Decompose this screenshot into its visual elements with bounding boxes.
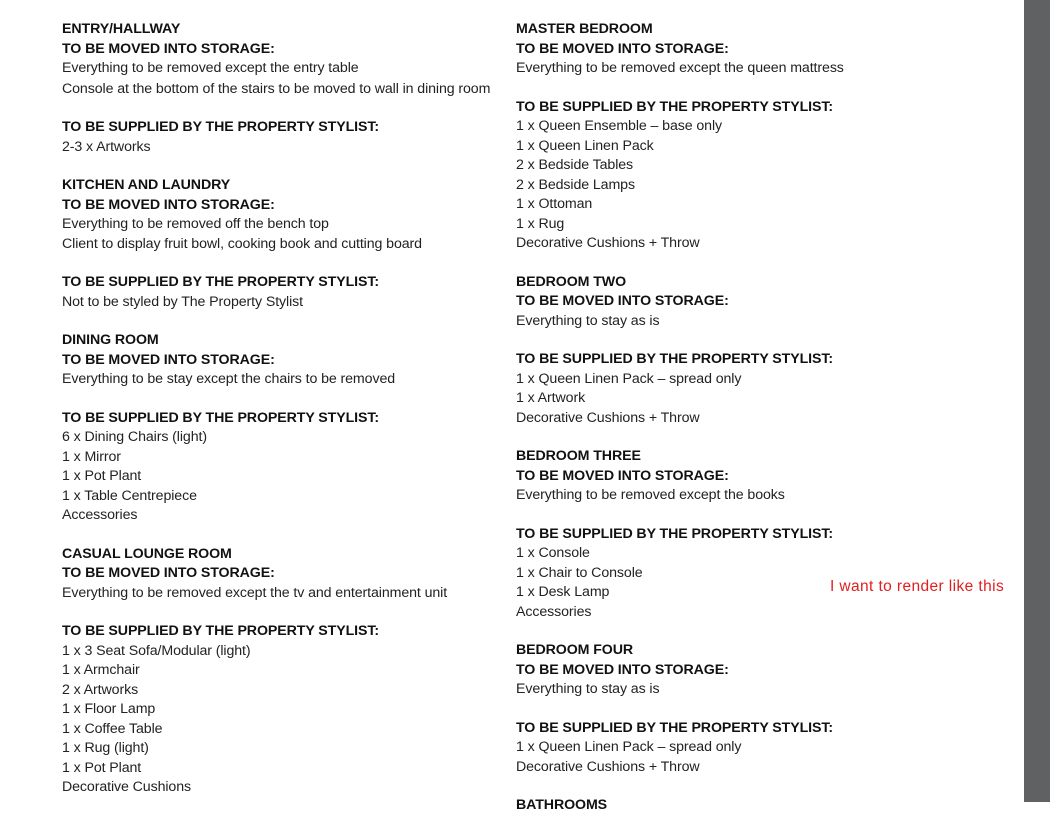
section-entry-hallway: [62, 20, 492, 157]
storage-heading: TO BE MOVED INTO STORAGE:: [62, 40, 275, 57]
section-title: KITCHEN AND LAUNDRY: [62, 177, 231, 193]
section-title: DINING ROOM: [62, 332, 159, 348]
section-title: BEDROOM TWO: [516, 273, 627, 290]
stylist-heading: TO BE SUPPLIED BY THE PROPERTY STYLIST:: [516, 719, 833, 736]
list-item: 1 x Ottoman: [516, 196, 593, 212]
list-item: Everything to be removed except the books: [516, 487, 785, 503]
list-item: 1 x Rug (light): [62, 740, 149, 756]
list-item: 2-3 x Artworks: [62, 138, 151, 155]
list-item: 1 x Queen Ensemble – base only: [516, 118, 723, 134]
list-item: 2 x Artworks: [62, 681, 139, 698]
section-master-bedroom: [516, 20, 856, 254]
section-bedroom-three: [516, 447, 856, 622]
render-note: I want to render like this: [830, 578, 1005, 595]
storage-heading: TO BE MOVED INTO STORAGE:: [62, 351, 275, 368]
section-title: BATHROOMS: [516, 797, 608, 813]
storage-heading: TO BE MOVED INTO STORAGE:: [62, 565, 275, 581]
list-item: Everything to be removed except the entry table: [62, 60, 359, 76]
list-item: 1 x Rug: [516, 215, 565, 232]
section-bathrooms: [516, 796, 856, 816]
list-item: 1 x Artwork: [516, 390, 586, 406]
list-item: 1 x Table Centrepiece: [62, 487, 197, 504]
list-item: 1 x Pot Plant: [62, 468, 142, 484]
section-title: MASTER BEDROOM: [516, 21, 653, 37]
list-item: 1 x 3 Seat Sofa/Modular (light): [62, 642, 251, 659]
list-item: 1 x Chair to Console: [516, 564, 643, 581]
section-title: ENTRY/HALLWAY: [62, 21, 181, 37]
stylist-heading: TO BE SUPPLIED BY THE PROPERTY STYLIST:: [62, 274, 379, 290]
viewer-side-panel: [1024, 0, 1050, 802]
storage-heading: TO BE MOVED INTO STORAGE:: [516, 40, 729, 57]
list-item: 1 x Coffee Table: [62, 720, 163, 737]
list-item: Everything to be stay except the chairs to be removed: [62, 371, 396, 387]
list-item: Console at the bottom of the stairs to be moved to wall in dining room: [62, 80, 491, 97]
list-item: 1 x Armchair: [62, 662, 140, 678]
list-item: 2 x Bedside Lamps: [516, 176, 635, 193]
list-item: 1 x Desk Lamp: [516, 584, 610, 600]
list-item: 1 x Pot Plant: [62, 759, 142, 776]
storage-heading: TO BE MOVED INTO STORAGE:: [516, 661, 729, 678]
list-item: 1 x Queen Linen Pack – spread only: [516, 370, 742, 387]
stylist-heading: TO BE SUPPLIED BY THE PROPERTY STYLIST:: [516, 98, 833, 115]
section-kitchen-laundry: [62, 176, 492, 312]
list-item: Everything to be removed except the queen mattress: [516, 60, 844, 76]
list-item: Decorative Cushions + Throw: [516, 409, 700, 426]
section-dining-room: [62, 331, 492, 526]
list-item: 1 x Queen Linen Pack: [516, 137, 654, 154]
list-item: Accessories: [516, 603, 592, 620]
section-title: BEDROOM FOUR: [516, 642, 634, 658]
list-item: Everything to stay as is: [516, 312, 660, 329]
stylist-heading: TO BE SUPPLIED BY THE PROPERTY STYLIST:: [516, 525, 833, 542]
list-item: Everything to be removed except the tv and entertainment unit: [62, 584, 448, 601]
stylist-heading: TO BE SUPPLIED BY THE PROPERTY STYLIST:: [62, 409, 379, 426]
list-item: 1 x Queen Linen Pack – spread only: [516, 739, 742, 755]
stylist-heading: TO BE SUPPLIED BY THE PROPERTY STYLIST:: [62, 623, 379, 639]
stylist-heading: TO BE SUPPLIED BY THE PROPERTY STYLIST:: [62, 119, 379, 135]
list-item: Not to be styled by The Property Stylist: [62, 293, 303, 310]
list-item: 1 x Floor Lamp: [62, 701, 156, 717]
list-item: Decorative Cushions + Throw: [516, 235, 700, 251]
section-casual-lounge-room: [62, 545, 492, 798]
section-bedroom-four: [516, 641, 856, 777]
list-item: 2 x Bedside Tables: [516, 157, 634, 173]
storage-heading: TO BE MOVED INTO STORAGE:: [516, 293, 729, 309]
list-item: Everything to stay as is: [516, 681, 660, 697]
storage-heading: TO BE MOVED INTO STORAGE:: [516, 467, 729, 484]
section-title: CASUAL LOUNGE ROOM: [62, 545, 232, 562]
list-item: 6 x Dining Chairs (light): [62, 429, 207, 445]
list-item: Everything to be removed off the bench top: [62, 216, 329, 232]
list-item: Accessories: [62, 507, 138, 523]
section-bedroom-two: [516, 273, 856, 429]
section-title: BEDROOM THREE: [516, 448, 641, 464]
list-item: Decorative Cushions + Throw: [516, 758, 700, 775]
stylist-heading: TO BE SUPPLIED BY THE PROPERTY STYLIST:: [516, 351, 833, 367]
list-item: 1 x Console: [516, 545, 590, 561]
left-column: [62, 20, 492, 798]
list-item: Decorative Cushions: [62, 779, 192, 795]
right-column: [516, 20, 856, 816]
list-item: Client to display fruit bowl, cooking book and cutting board: [62, 235, 422, 252]
storage-heading: TO BE MOVED INTO STORAGE:: [62, 196, 275, 213]
list-item: 1 x Mirror: [62, 448, 121, 465]
